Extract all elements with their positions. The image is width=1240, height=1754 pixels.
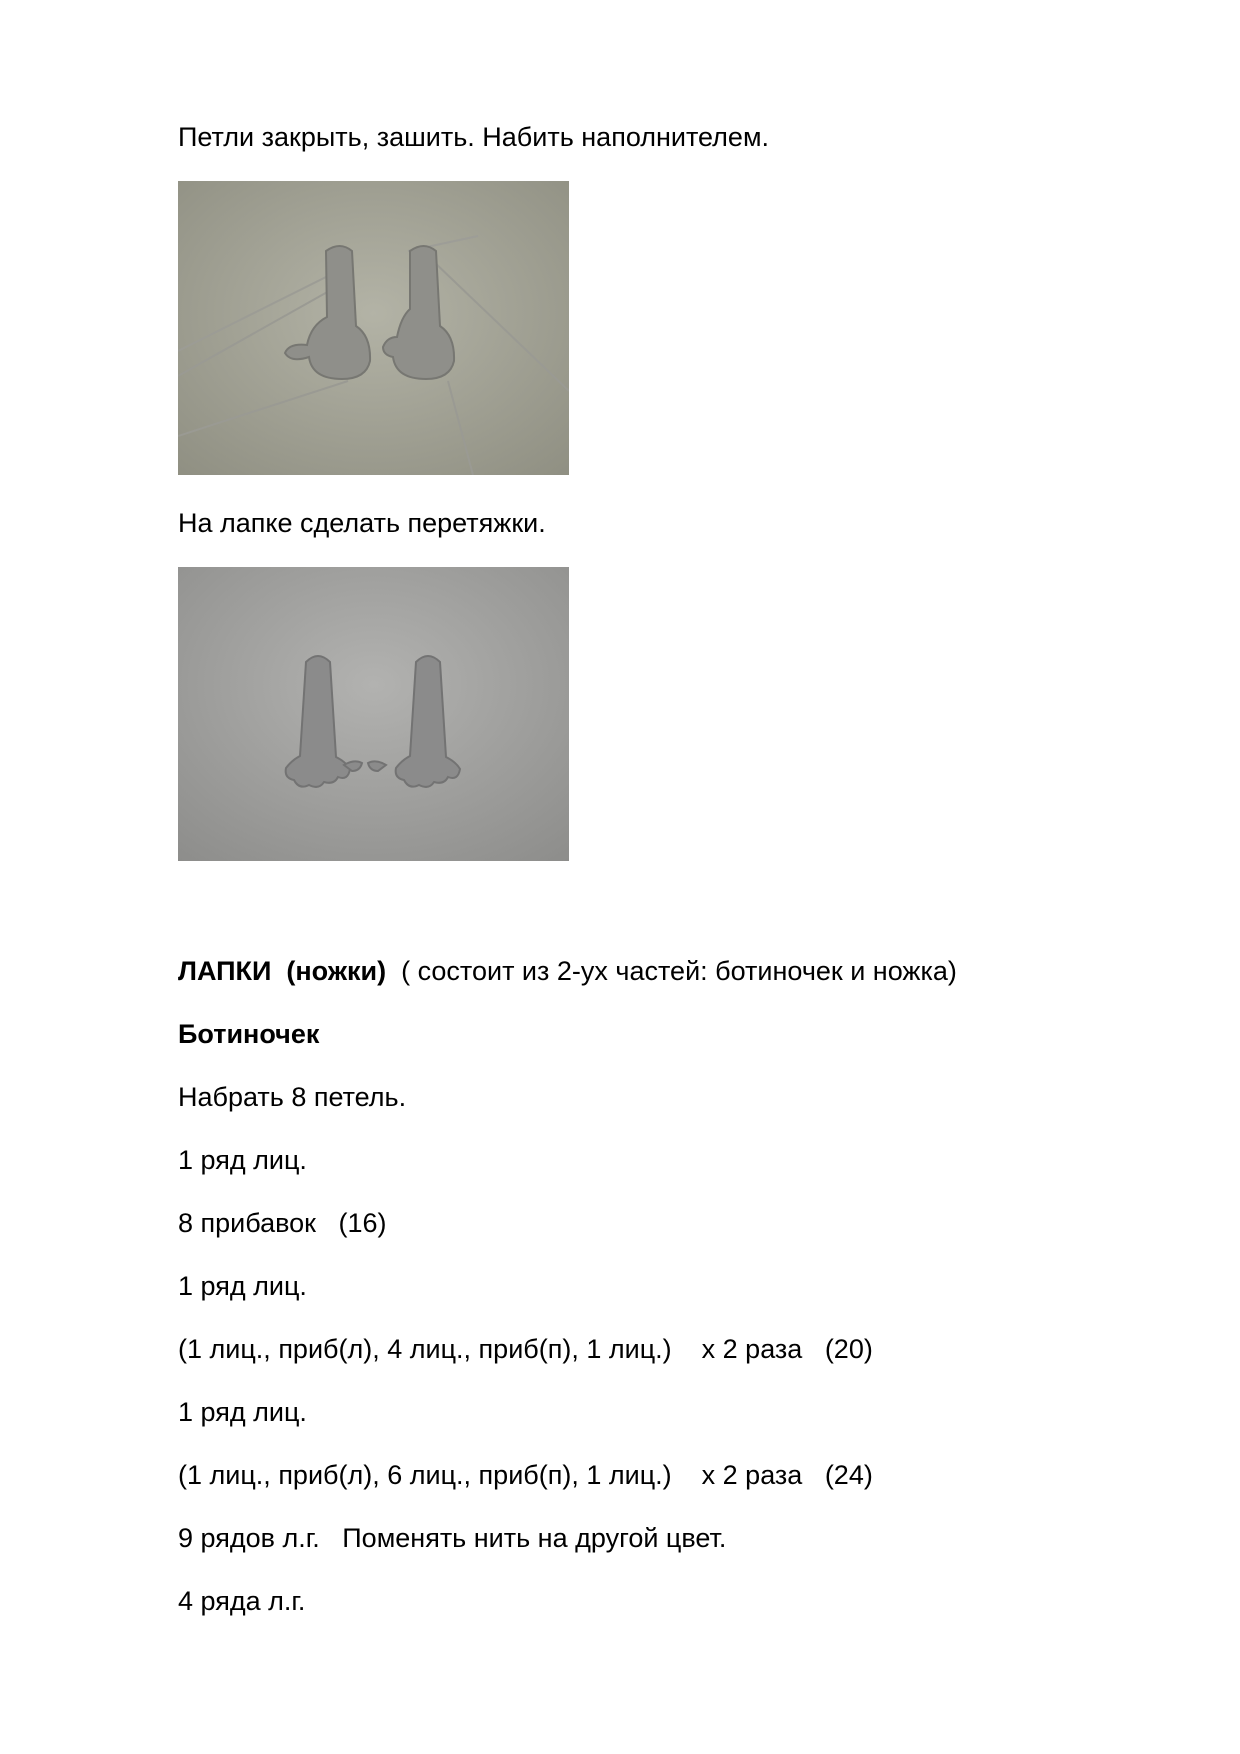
step-line: 9 рядов л.г. Поменять нить на другой цвет.	[178, 1523, 727, 1553]
step-line: 1 ряд лиц.	[178, 1145, 307, 1175]
step-line: 1 ряд лиц.	[178, 1271, 307, 1301]
caption-constrictions: На лапке сделать перетяжки.	[178, 508, 546, 538]
section-subtitle: ( состоит из 2-ух частей: ботиночек и ножка)	[401, 956, 957, 986]
subsection-title: Ботиночек	[178, 1019, 320, 1049]
section-title: ЛАПКИ (ножки)	[178, 956, 387, 986]
step-line: 8 прибавок (16)	[178, 1208, 387, 1238]
step-line: 4 ряда л.г.	[178, 1586, 306, 1616]
step-line: Набрать 8 петель.	[178, 1082, 407, 1112]
step-line: (1 лиц., приб(л), 6 лиц., приб(п), 1 лиц.) х 2 раза (24)	[178, 1460, 873, 1490]
photo-stuffed-paws	[178, 181, 569, 475]
photo-constricted-paws	[178, 567, 569, 861]
step-line: 1 ряд лиц.	[178, 1397, 307, 1427]
intro-text: Петли закрыть, зашить. Набить наполнителем.	[178, 122, 770, 152]
step-line: (1 лиц., приб(л), 4 лиц., приб(п), 1 лиц.) х 2 раза (20)	[178, 1334, 873, 1364]
section-heading	[178, 955, 957, 987]
